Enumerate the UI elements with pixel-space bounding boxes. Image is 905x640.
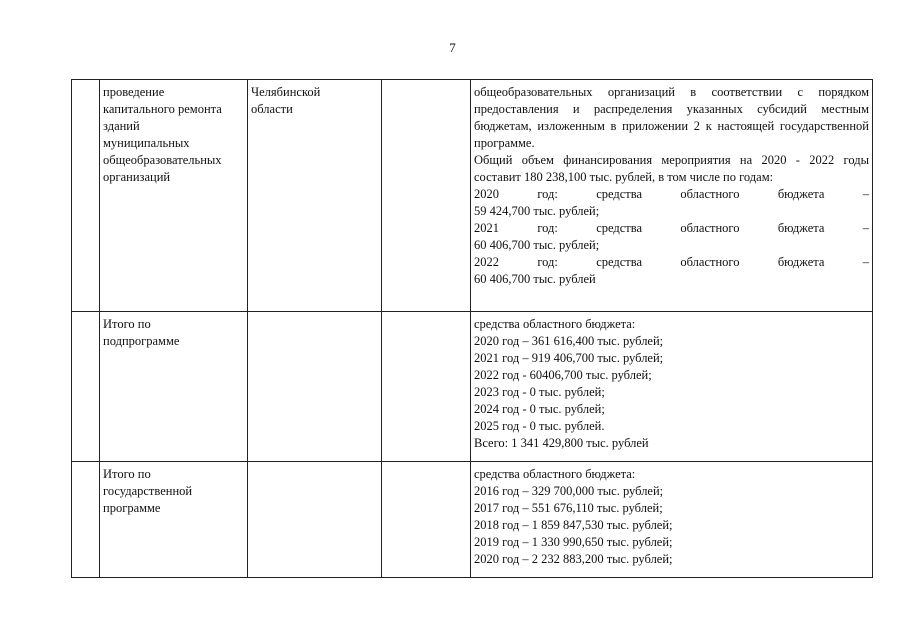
measure-name-line: подпрограмме: [103, 334, 180, 348]
index-cell: [72, 312, 100, 462]
year-word: средства: [596, 221, 643, 235]
measure-name-cell: [100, 80, 248, 312]
year-funding-line: [474, 186, 869, 203]
year-word: областного: [680, 255, 740, 269]
year-word: год:: [537, 255, 558, 269]
year-word: 2020: [474, 187, 499, 201]
funding-line: 2016 год – 329 700,000 тыс. рублей;: [474, 484, 664, 498]
executor-cell: [248, 312, 382, 462]
year-word: 2021: [474, 221, 499, 235]
measure-name-cell: [100, 312, 248, 462]
funding-line: 2019 год – 1 330 990,650 тыс. рублей;: [474, 535, 673, 549]
measure-name-line: организаций: [103, 170, 171, 184]
year-word: областного: [680, 187, 740, 201]
year-word: бюджета: [777, 187, 825, 201]
funding-line: 2020 год – 361 616,400 тыс. рублей;: [474, 334, 664, 348]
description-cell: [471, 312, 873, 462]
funding-line: 2022 год - 60406,700 тыс. рублей;: [474, 368, 652, 382]
funding-line: 2025 год - 0 тыс. рублей.: [474, 419, 605, 433]
page-number: 7: [449, 40, 456, 55]
executor-line: Челябинской: [251, 85, 321, 99]
executor-cell: [248, 462, 382, 578]
funding-line: средства областного бюджета:: [474, 317, 636, 331]
year-word: 2022: [474, 255, 499, 269]
year-word: бюджета: [777, 255, 825, 269]
year-word: областного: [680, 221, 740, 235]
measure-name-line: капитального ремонта: [103, 102, 222, 116]
table-row: [72, 312, 873, 462]
year-word: средства: [596, 255, 643, 269]
year-word: бюджета: [777, 221, 825, 235]
program-table: [71, 79, 873, 578]
funding-line: 2018 год – 1 859 847,530 тыс. рублей;: [474, 518, 673, 532]
year-word: средства: [596, 187, 643, 201]
year-amount: 59 424,700 тыс. рублей;: [474, 204, 600, 218]
description-paragraph: общеобразовательных организаций в соответствии с порядком предоставления и распределения указанных субсидий местным бюджетам, изложенным в приложении 2 к настоящей государственной программе.: [474, 85, 869, 150]
description-cell: [471, 462, 873, 578]
year-word: год:: [537, 187, 558, 201]
description-paragraph: Общий объем финансирования мероприятия на 2020 - 2022 годы составит 180 238,100 тыс. рублей, в том числе по годам:: [474, 153, 869, 184]
funding-total-line: Всего: 1 341 429,800 тыс. рублей: [474, 436, 649, 450]
table-row: [72, 462, 873, 578]
measure-name-line: государственной: [103, 484, 193, 498]
term-cell: [382, 462, 471, 578]
index-cell: [72, 80, 100, 312]
funding-line: 2024 год - 0 тыс. рублей;: [474, 402, 605, 416]
table-row: [72, 80, 873, 312]
year-word: –: [862, 187, 869, 201]
year-word: год:: [537, 221, 558, 235]
description-cell: [471, 80, 873, 312]
executor-line: области: [251, 102, 293, 116]
measure-name-line: муниципальных: [103, 136, 190, 150]
funding-line: 2023 год - 0 тыс. рублей;: [474, 385, 605, 399]
year-funding-line: [474, 254, 869, 271]
measure-name-line: программе: [103, 501, 161, 515]
measure-name-line: Итого по: [103, 317, 151, 331]
year-word: –: [862, 221, 869, 235]
year-funding-line: [474, 220, 869, 237]
year-amount: 60 406,700 тыс. рублей;: [474, 238, 600, 252]
funding-line: 2017 год – 551 676,110 тыс. рублей;: [474, 501, 663, 515]
funding-line: 2021 год – 919 406,700 тыс. рублей;: [474, 351, 664, 365]
executor-cell: [248, 80, 382, 312]
year-amount: 60 406,700 тыс. рублей: [474, 272, 596, 286]
funding-line: средства областного бюджета:: [474, 467, 636, 481]
funding-line: 2020 год – 2 232 883,200 тыс. рублей;: [474, 552, 673, 566]
measure-name-line: зданий: [103, 119, 140, 133]
index-cell: [72, 462, 100, 578]
measure-name-cell: [100, 462, 248, 578]
measure-name-line: Итого по: [103, 467, 151, 481]
measure-name-line: общеобразовательных: [103, 153, 222, 167]
term-cell: [382, 312, 471, 462]
term-cell: [382, 80, 471, 312]
measure-name-line: проведение: [103, 85, 165, 99]
year-word: –: [862, 255, 869, 269]
